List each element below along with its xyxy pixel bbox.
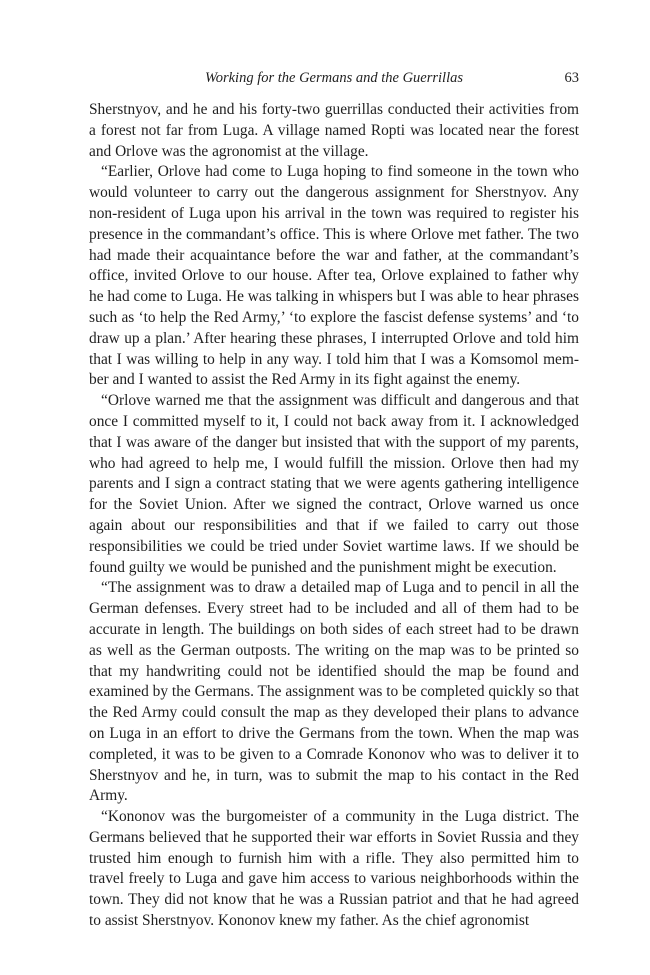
book-page bbox=[89, 0, 579, 975]
paragraph: “Kononov was the burgomeister of a community in the Luga district. The Germans believed that he supported their war efforts in Soviet Russia and they trusted him enough to furnish him with a rifle. They also permitted him to travel freely to Luga and gave him access to various neighborhoods within the town. They did not know that he was a Russian patriot and that he had agreed to assist Sherstnyov. Kononov knew my father. As the chief agronomist bbox=[89, 808, 579, 930]
running-title: Working for the Germans and the Guerrillas bbox=[204, 70, 464, 86]
paragraph: “The assignment was to draw a detailed map of Luga and to pencil in all the German defenses. Every street had to be included and all of them had to be accurate in length. The buildings on both sides of each street had to be drawn as well as the German outposts. The writing on the map was to be printed so that my handwriting could not be identified should the map be found and examined by the Germans. The assignment was to be completed quickly so that the Red Army could consult the map as they developed their plans to advance on Luga in an effort to drive the Germans from the town. When the map was completed, it was to be given to a Comrade Kononov who was to deliver it to Sherstnyov and he, in turn, was to submit the map to his contact in the Red Army. bbox=[89, 579, 579, 805]
body-text bbox=[89, 100, 579, 932]
page-number: 63 bbox=[564, 70, 579, 86]
paragraph: Sherstnyov, and he and his forty-two guerrillas conducted their activities from a forest not far from Luga. A village named Ropti was located near the forest and Orlove was the agronomist at the village. bbox=[89, 101, 579, 160]
paragraph: “Earlier, Orlove had come to Luga hoping to find someone in the town who would volunteer to carry out the dangerous assignment for Sherstnyov. Any non-resident of Luga upon his arrival in the town was required to register his presence in the commandant’s office. This is where Orlove met father. The two had made their acquaintance before the war and father, at the commandant’s office, invited Orlove to our house. After tea, Orlove explained to father why he had come to Luga. He was talking in whispers but I was able to hear phrases such as ‘to help the Red Army,’ ‘to explore the fascist defense systems’ and ‘to draw up a plan.’ After hearing these phrases, I interrupted Orlove and told him that I was willing to help in any way. I told him that I was a Komsomol member and I wanted to assist the Red Army in its fight against the enemy. bbox=[89, 163, 579, 389]
paragraph: “Orlove warned me that the assignment was difficult and dangerous and that once I committed myself to it, I could not back away from it. I acknowledged that I was aware of the danger but insisted that with the support of my parents, who had agreed to help me, I would fulfill the mission. Orlove then had my parents and I sign a contract stating that we were agents gathering intelligence for the Soviet Union. After we signed the contract, Orlove warned us once again about our responsibilities and that if we failed to carry out those responsibilities we could be tried under Soviet wartime laws. If we should be found guilty we would be punished and the punishment might be execution. bbox=[89, 392, 579, 576]
running-head bbox=[89, 67, 579, 89]
